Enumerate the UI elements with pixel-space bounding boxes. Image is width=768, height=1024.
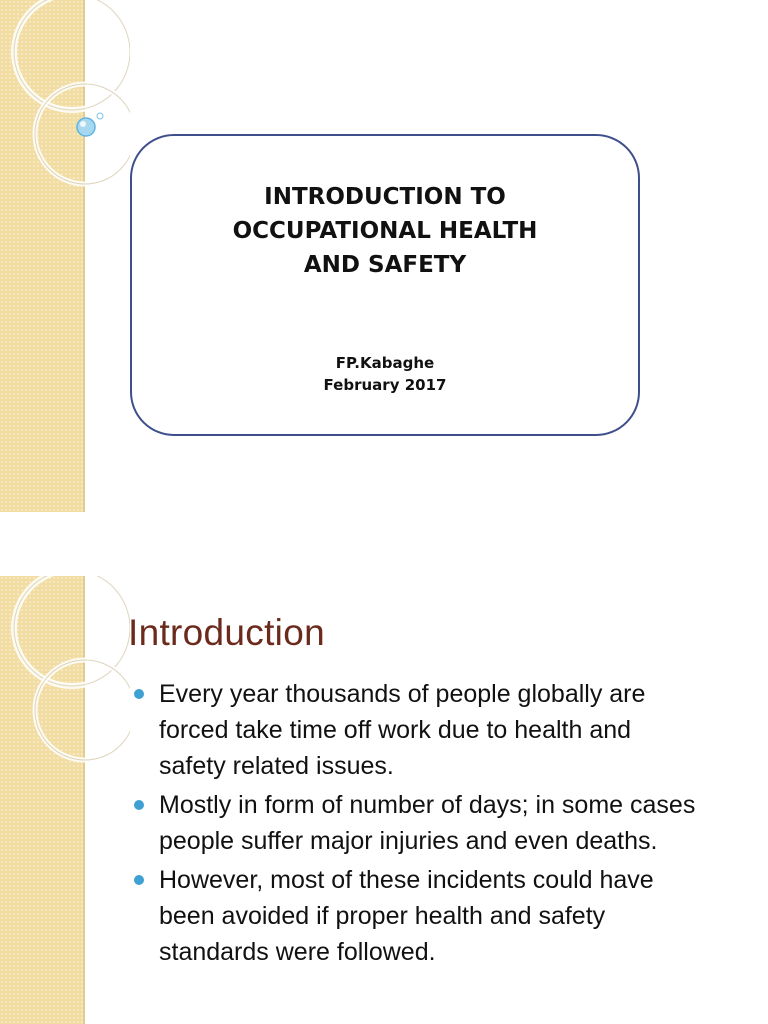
list-item [132,787,752,859]
introduction-slide [0,576,768,1024]
list-item [132,862,752,970]
bullet-icon [134,800,144,810]
bullet-line: standards were followed. [159,938,436,966]
bullet-icon [134,689,144,699]
author-block [132,352,638,396]
bullet-line: people suffer major injuries and even deaths. [159,827,658,855]
bullet-line: forced take time off work due to health and [159,716,632,744]
list-item [132,676,752,784]
presentation-date: February 2017 [323,376,447,394]
slide-heading: Introduction [128,612,325,653]
bullet-list [132,676,752,973]
bullet-line: been avoided if proper health and safety [159,902,606,930]
bullet-icon [134,875,144,885]
author-name: FP.Kabaghe [335,354,435,372]
title-box [130,134,640,436]
title-line: OCCUPATIONAL HEALTH [232,218,538,244]
slide-title [132,180,638,282]
circles-decoration-icon [0,0,130,220]
title-line: AND SAFETY [303,252,467,278]
bullet-line: Every year thousands of people globally are [159,680,646,708]
bullet-line: However, most of these incidents could have [159,866,654,894]
bullet-line: Mostly in form of number of days; in some cases [159,791,696,819]
bullet-line: safety related issues. [159,752,394,780]
title-line: INTRODUCTION TO [264,184,506,210]
circles-decoration-icon [0,576,130,796]
